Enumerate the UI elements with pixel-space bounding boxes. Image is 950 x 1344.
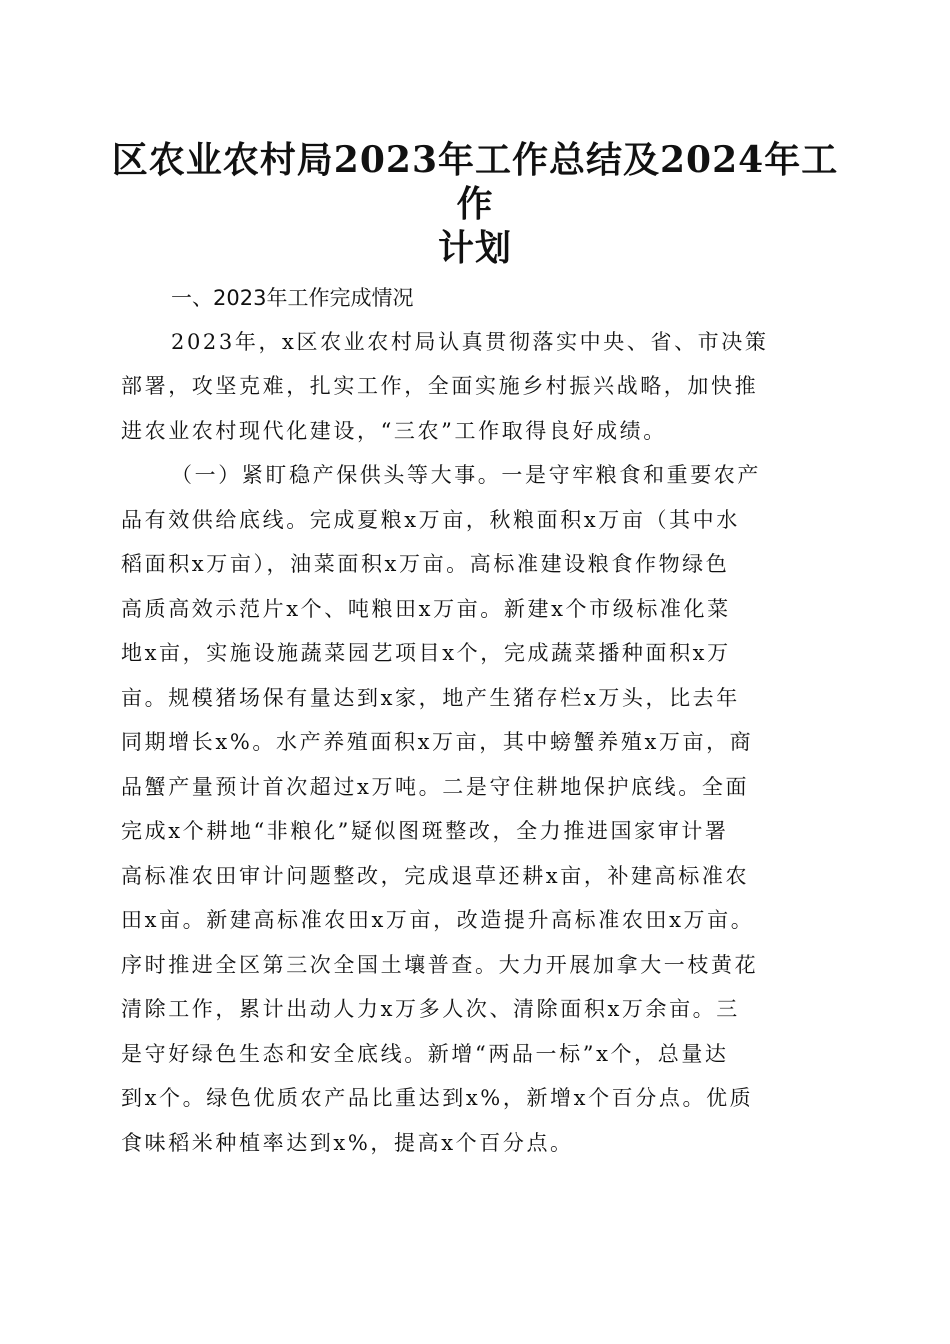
paragraph-line: 食味稻米种植率达到x%，提高x个百分点。 — [121, 1131, 574, 1155]
paragraph-line: 高质高效示范片x个、吨粮田x万亩。新建x个市级标准化菜 — [121, 597, 731, 621]
paragraph-line: 品蟹产量预计首次超过x万吨。二是守住耕地保护底线。全面 — [121, 775, 750, 799]
paragraph-line: 到x个。绿色优质农产品比重达到x%，新增x个百分点。优质 — [121, 1086, 754, 1110]
title-line-2: 计划 — [437, 227, 512, 269]
section-heading: 一、2023年工作完成情况 — [171, 286, 414, 310]
paragraph-line: 高标准农田审计问题整改，完成退草还耕x亩，补建高标准农 — [121, 864, 750, 888]
document-title — [95, 138, 855, 270]
paragraph-line: 序时推进全区第三次全国土壤普查。大力开展加拿大一枝黄花 — [121, 953, 759, 977]
paragraph-line: 地x亩，实施设施蔬菜园艺项目x个，完成蔬菜播种面积x万 — [121, 641, 731, 665]
subsection-first-line — [171, 453, 761, 498]
intro-line: 部署，攻坚克难，扎实工作，全面实施乡村振兴战略，加快推 — [121, 374, 759, 398]
intro-line: 2023年，x区农业农村局认真贯彻落实中央、省、市决策 — [171, 330, 769, 354]
paragraph-line: 是守好绿色生态和安全底线。新增“两品一标”x个，总量达 — [121, 1042, 729, 1066]
paragraph-line: 完成x个耕地“非粮化”疑似图斑整改，全力推进国家审计署 — [121, 819, 729, 843]
subsection-heading: （一）紧盯稳产保供头等大事。 — [171, 463, 502, 487]
intro-line: 进农业农村现代化建设，“三农”工作取得良好成绩。 — [121, 419, 667, 443]
paragraph-line: 清除工作，累计出动人力x万多人次、清除面积x万余亩。三 — [121, 997, 740, 1021]
paragraph-line: 亩。规模猪场保有量达到x家，地产生猪存栏x万头，比去年 — [121, 686, 740, 710]
paragraph-line: 田x亩。新建高标准农田x万亩，改造提升高标准农田x万亩。 — [121, 908, 755, 932]
paragraph-line: 同期增长x%。水产养殖面积x万亩，其中螃蟹养殖x万亩，商 — [121, 730, 754, 754]
subsection-text: 一是守牢粮食和重要农产 — [501, 463, 762, 487]
paragraph-line: 稻面积x万亩），油菜面积x万亩。高标准建设粮食作物绿色 — [121, 552, 730, 576]
paragraph-line: 品有效供给底线。完成夏粮x万亩，秋粮面积x万亩（其中水 — [121, 508, 740, 532]
title-line-1: 区农业农村局2023年工作总结及2024年工作 — [111, 139, 839, 225]
